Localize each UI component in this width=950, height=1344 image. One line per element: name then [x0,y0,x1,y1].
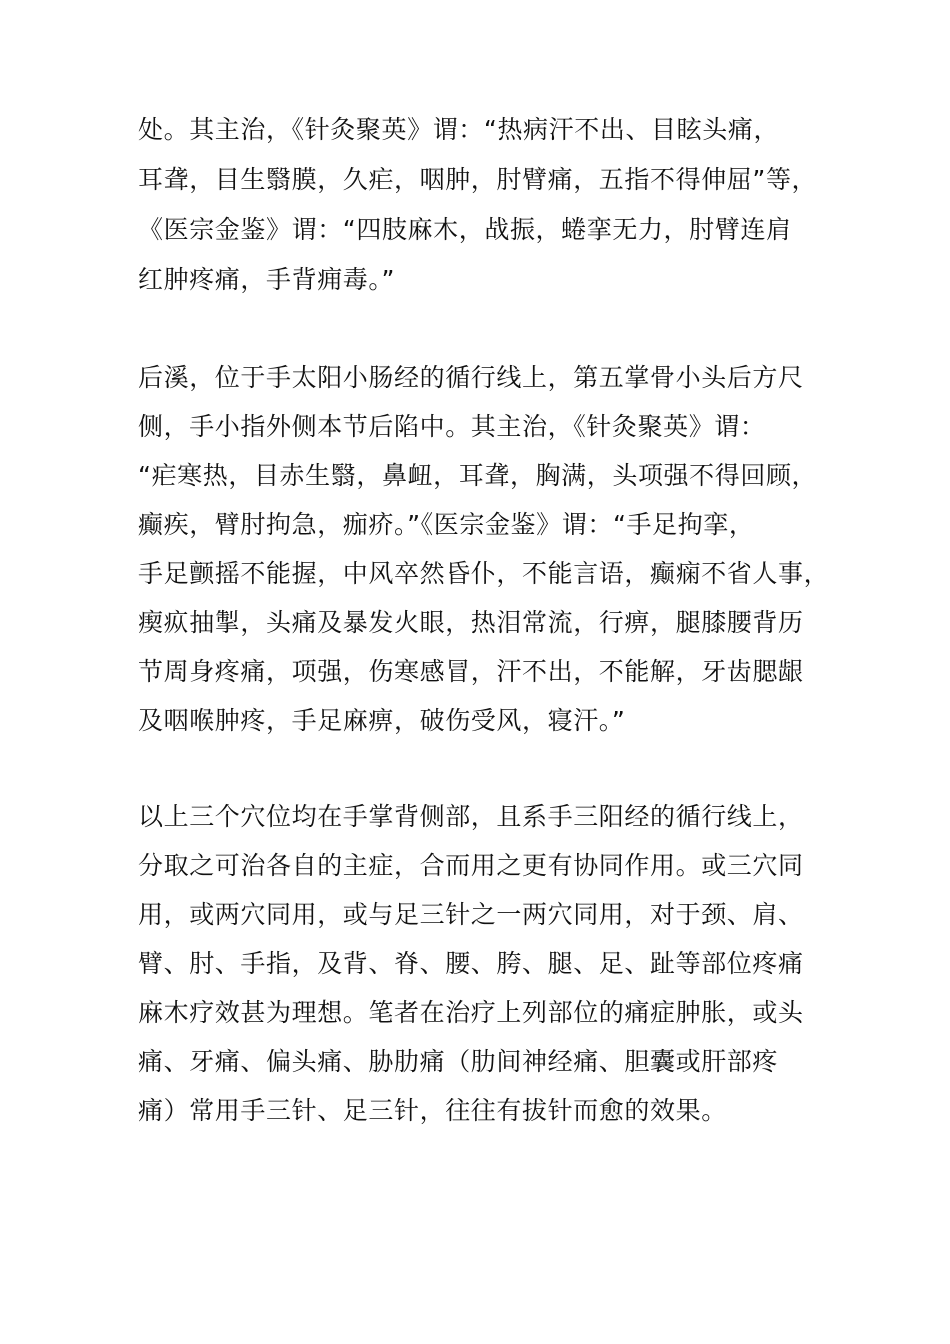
text-line: 及咽喉肿疼，手足麻痹，破伤受风，寝汗。” [138,706,626,735]
text-line: 以上三个穴位均在手掌背侧部，且系手三阳经的循行线上， [138,802,804,831]
text-line: 瘈疭抽掣，头痛及暴发火眼，热泪常流，行痹，腿膝腰背历 [138,608,804,637]
text-line: 后溪，位于手太阳小肠经的循行线上，第五掌骨小头后方尺 [138,363,804,392]
text-line: 处。其主治，《针灸聚英》谓：“热病汗不出、目眩头痛， [138,115,780,144]
text-line: 用，或两穴同用，或与足三针之一两穴同用，对于颈、肩、 [138,900,804,929]
text-line: 癫疾，臂肘拘急，痂疥。”《医宗金鉴》谓：“手足拘挛， [138,510,755,539]
text-line: 手足颤摇不能握，中风卒然昏仆，不能言语，癫痫不省人事， [138,559,830,588]
text-line: 《医宗金鉴》谓：“四肢麻木，战振，蜷挛无力，肘臂连肩 [138,215,792,244]
text-line: 痛、牙痛、偏头痛、胁肋痛（肋间神经痛、胆囊或肝部疼 [138,1047,779,1076]
text-line: 红肿疼痛，手背痈毒。” [138,265,396,294]
text-line: 痛）常用手三针、足三针，往往有拔针而愈的效果。 [138,1096,727,1125]
text-line: 耳聋，目生翳膜，久疟，咽肿，肘臂痛，五指不得伸屈”等， [138,165,818,194]
text-line: “疟寒热，目赤生翳，鼻衄，耳聋，胸满，头项强不得回顾， [138,461,818,490]
text-line: 侧，手小指外侧本节后陷中。其主治，《针灸聚英》谓： [138,412,766,441]
text-line: 麻木疗效甚为理想。笔者在治疗上列部位的痛症肿胀，或头 [138,998,804,1027]
text-line: 分取之可治各自的主症，合而用之更有协同作用。或三穴同 [138,851,804,880]
text-line: 节周身疼痛，项强，伤寒感冒，汗不出，不能解，牙齿腮龈 [138,657,804,686]
text-line: 臂、肘、手指，及背、脊、腰、胯、腿、足、趾等部位疼痛 [138,949,804,978]
